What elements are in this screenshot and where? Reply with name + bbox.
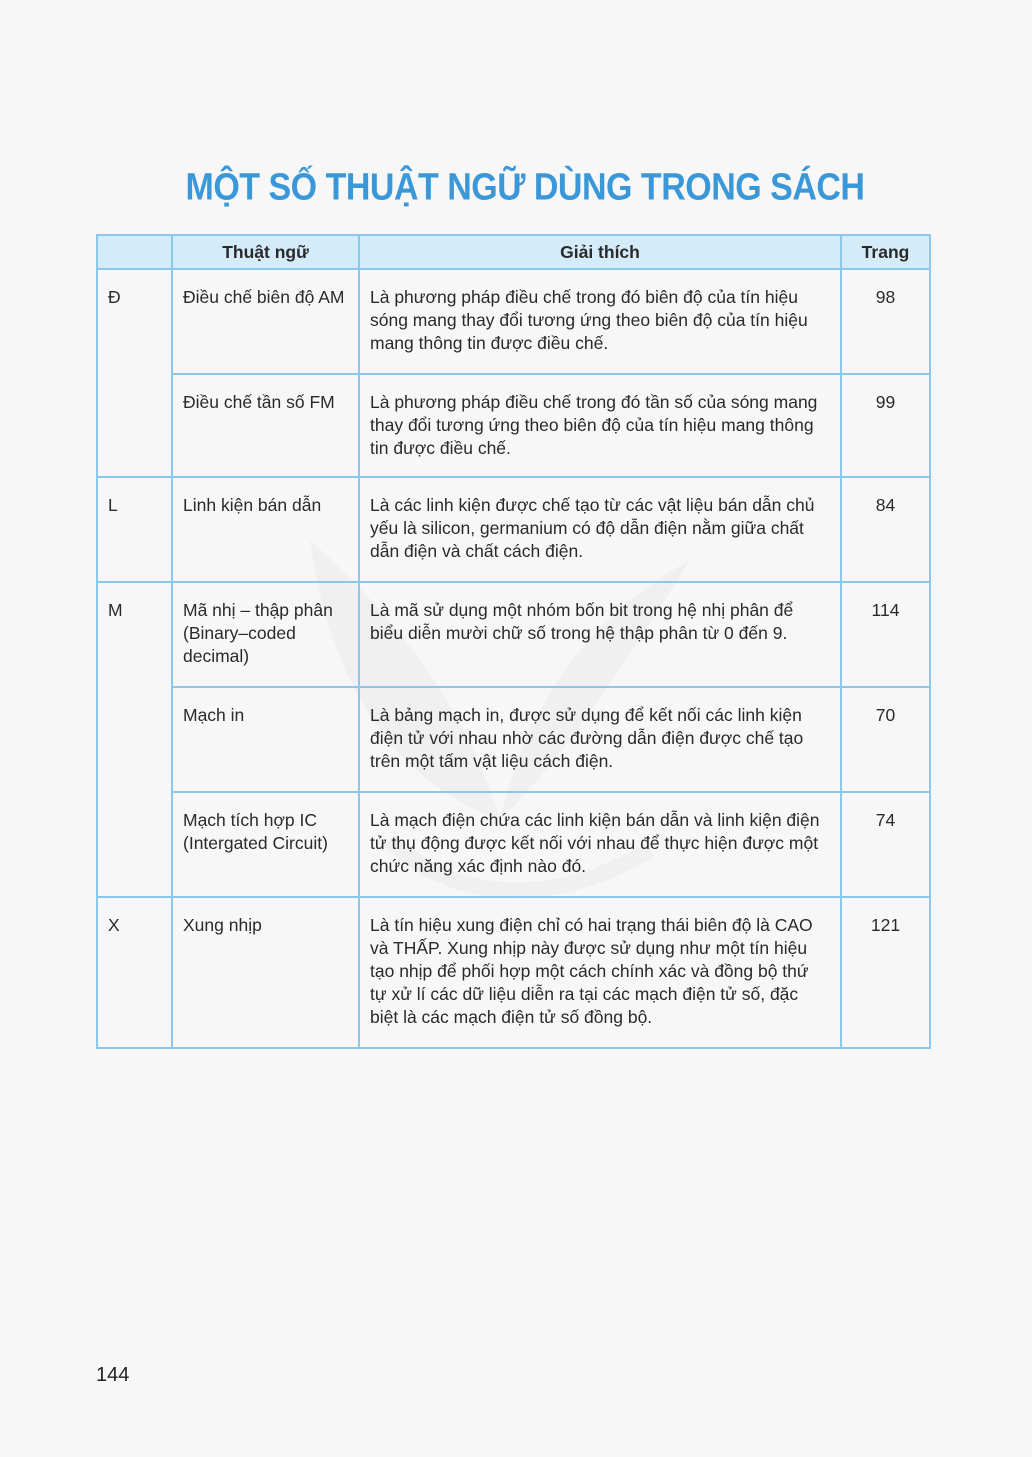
page-cell: 99 xyxy=(841,374,930,477)
term-cell: Điều chế biên độ AM xyxy=(172,269,359,374)
page-cell: 74 xyxy=(841,792,930,897)
explanation-cell: Là mạch điện chứa các linh kiện bán dẫn và linh kiện điện tử thụ động được kết nối với nhau để thực hiện được một chức năng xác định nào đó. xyxy=(359,792,841,897)
header-explanation: Giải thích xyxy=(359,235,841,269)
page-cell: 98 xyxy=(841,269,930,374)
letter-cell: L xyxy=(97,477,172,582)
explanation-cell: Là các linh kiện được chế tạo từ các vật liệu bán dẫn chủ yếu là silicon, germanium có độ dẫn điện nằm giữa chất dẫn điện và chất cách điện. xyxy=(359,477,841,582)
header-page: Trang xyxy=(841,235,930,269)
page-cell: 84 xyxy=(841,477,930,582)
page-number: 144 xyxy=(96,1364,130,1386)
table-header-row xyxy=(97,235,930,269)
page-title: MỘT SỐ THUẬT NGỮ DÙNG TRONG SÁCH xyxy=(185,165,865,209)
term-cell: Mạch tích hợp IC (Intergated Circuit) xyxy=(172,792,359,897)
table-row xyxy=(97,792,930,897)
letter-cell: Đ xyxy=(97,269,172,477)
glossary-table xyxy=(96,234,931,1049)
term-cell: Mạch in xyxy=(172,687,359,792)
page-cell: 114 xyxy=(841,582,930,687)
table-row xyxy=(97,687,930,792)
header-term: Thuật ngữ xyxy=(172,235,359,269)
explanation-cell: Là tín hiệu xung điện chỉ có hai trạng thái biên độ là CAO và THẤP. Xung nhịp này được sử dụng như một tín hiệu tạo nhịp để phối hợp một cách chính xác và đồng bộ thứ tự xử lí các dữ liệu diễn ra tại các mạch điện tử số, đặc biệt là các mạch điện tử số đồng bộ. xyxy=(359,897,841,1048)
page-cell: 121 xyxy=(841,897,930,1048)
table-row xyxy=(97,582,930,687)
table-row xyxy=(97,374,930,477)
letter-cell: M xyxy=(97,582,172,897)
term-cell: Mã nhị – thập phân (Binary–coded decimal) xyxy=(172,582,359,687)
term-cell: Điều chế tần số FM xyxy=(172,374,359,477)
term-cell: Linh kiện bán dẫn xyxy=(172,477,359,582)
table-row xyxy=(97,897,930,1048)
explanation-cell: Là phương pháp điều chế trong đó tần số của sóng mang thay đổi tương ứng theo biên độ của tín hiệu mang thông tin được điều chế. xyxy=(359,374,841,477)
header-letter xyxy=(97,235,172,269)
term-cell: Xung nhịp xyxy=(172,897,359,1048)
table-row xyxy=(97,477,930,582)
explanation-cell: Là bảng mạch in, được sử dụng để kết nối các linh kiện điện tử với nhau nhờ các đường dẫn điện được chế tạo trên một tấm vật liệu cách điện. xyxy=(359,687,841,792)
explanation-cell: Là phương pháp điều chế trong đó biên độ của tín hiệu sóng mang thay đổi tương ứng theo biên độ của tín hiệu mang thông tin được điều chế. xyxy=(359,269,841,374)
table-row xyxy=(97,269,930,374)
explanation-cell: Là mã sử dụng một nhóm bốn bit trong hệ nhị phân để biểu diễn mười chữ số trong hệ thập phân từ 0 đến 9. xyxy=(359,582,841,687)
page-cell: 70 xyxy=(841,687,930,792)
letter-cell: X xyxy=(97,897,172,1048)
